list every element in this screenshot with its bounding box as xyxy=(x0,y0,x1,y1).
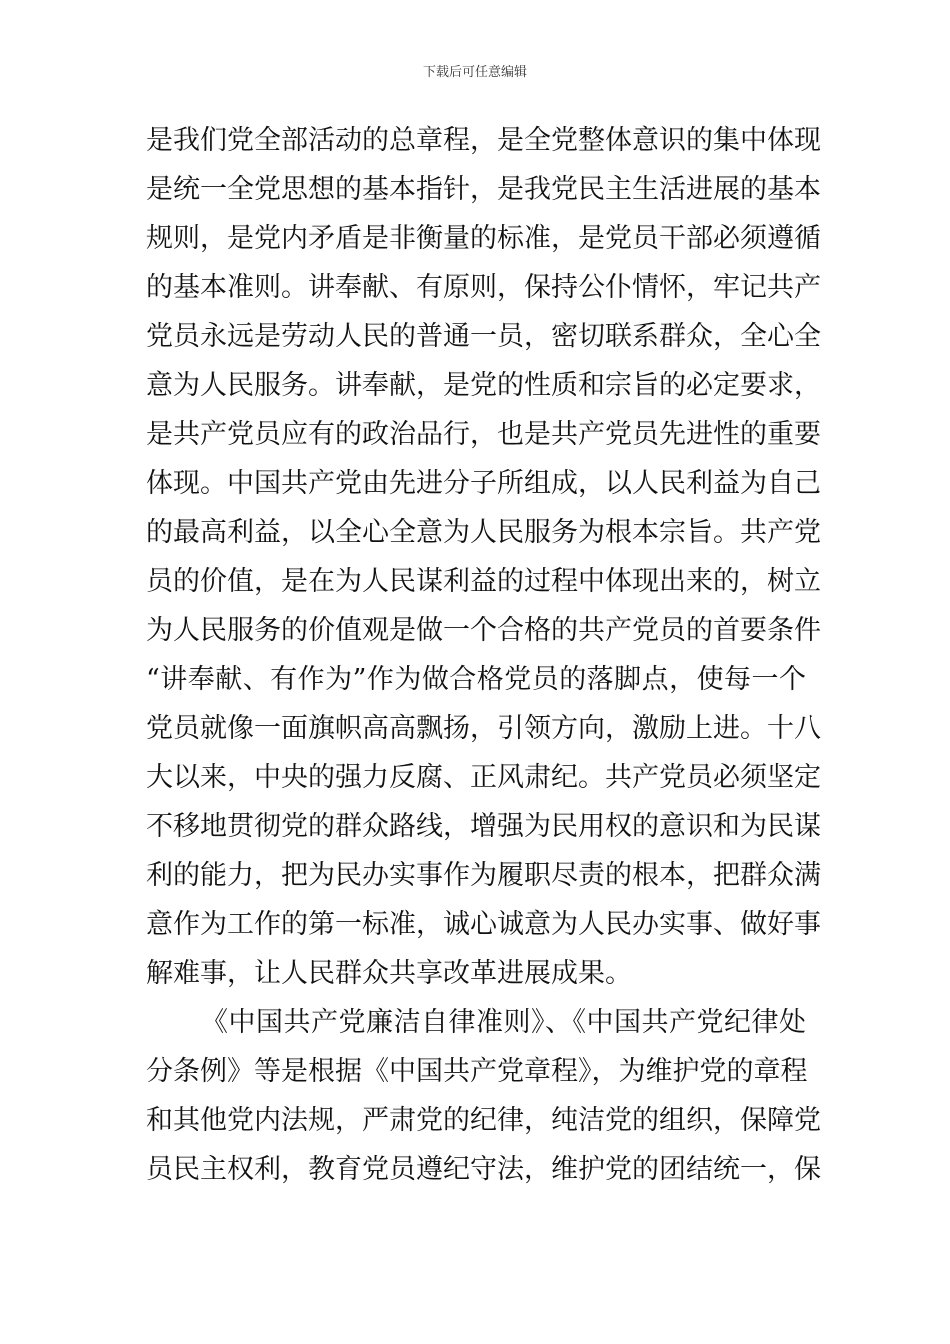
text-line: 和其他党内法规，严肃党的纪律，纯洁党的组织，保障党 xyxy=(146,1105,821,1136)
text-line: 是我们党全部活动的总章程，是全党整体意识的集中体现 xyxy=(146,125,821,156)
text-line: 员民主权利，教育党员遵纪守法，维护党的团结统一，保 xyxy=(146,1154,821,1185)
paragraph-end-line: 解难事，让人民群众共享改革进展成果。 xyxy=(146,958,632,989)
text-line: 体现。中国共产党由先进分子所组成，以人民利益为自己 xyxy=(146,468,821,499)
text-line: 利的能力，把为民办实事作为履职尽责的根本，把群众满 xyxy=(146,860,821,891)
text-line: 规则，是党内矛盾是非衡量的标准，是党员干部必须遵循 xyxy=(146,223,821,254)
text-line: 意作为工作的第一标准，诚心诚意为人民办实事、做好事 xyxy=(146,909,821,940)
text-line: 是统一全党思想的基本指针，是我党民主生活进展的基本 xyxy=(146,174,821,205)
paragraph-first-line: 《中国共产党廉洁自律准则》、《中国共产党纪律处 xyxy=(201,1007,806,1038)
text-line: 不移地贯彻党的群众路线，增强为民用权的意识和为民谋 xyxy=(146,811,821,842)
text-line: 的最高利益，以全心全意为人民服务为根本宗旨。共产党 xyxy=(146,517,821,548)
text-line: 党员就像一面旗帜高高飘扬，引领方向，激励上进。十八 xyxy=(146,713,821,744)
text-line: 员的价值，是在为人民谋利益的过程中体现出来的，树立 xyxy=(146,566,821,597)
text-line: 党员永远是劳动人民的普通一员，密切联系群众，全心全 xyxy=(146,321,821,352)
text-line: 意为人民服务。讲奉献，是党的性质和宗旨的必定要求， xyxy=(146,370,821,401)
text-line: 为人民服务的价值观是做一个合格的共产党员的首要条件 xyxy=(146,615,821,646)
text-line: 分条例》等是根据《中国共产党章程》，为维护党的章程 xyxy=(146,1056,808,1087)
text-line: “讲奉献、有作为”作为做合格党员的落脚点，使每一个 xyxy=(146,664,806,695)
page-header: 下载后可任意编辑 xyxy=(422,65,527,80)
text-line: 的基本准则。讲奉献、有原则，保持公仆情怀，牢记共产 xyxy=(146,272,821,303)
text-line: 大以来，中央的强力反腐、正风肃纪。共产党员必须坚定 xyxy=(146,762,821,793)
text-line: 是共产党员应有的政治品行，也是共产党员先进性的重要 xyxy=(146,419,821,450)
